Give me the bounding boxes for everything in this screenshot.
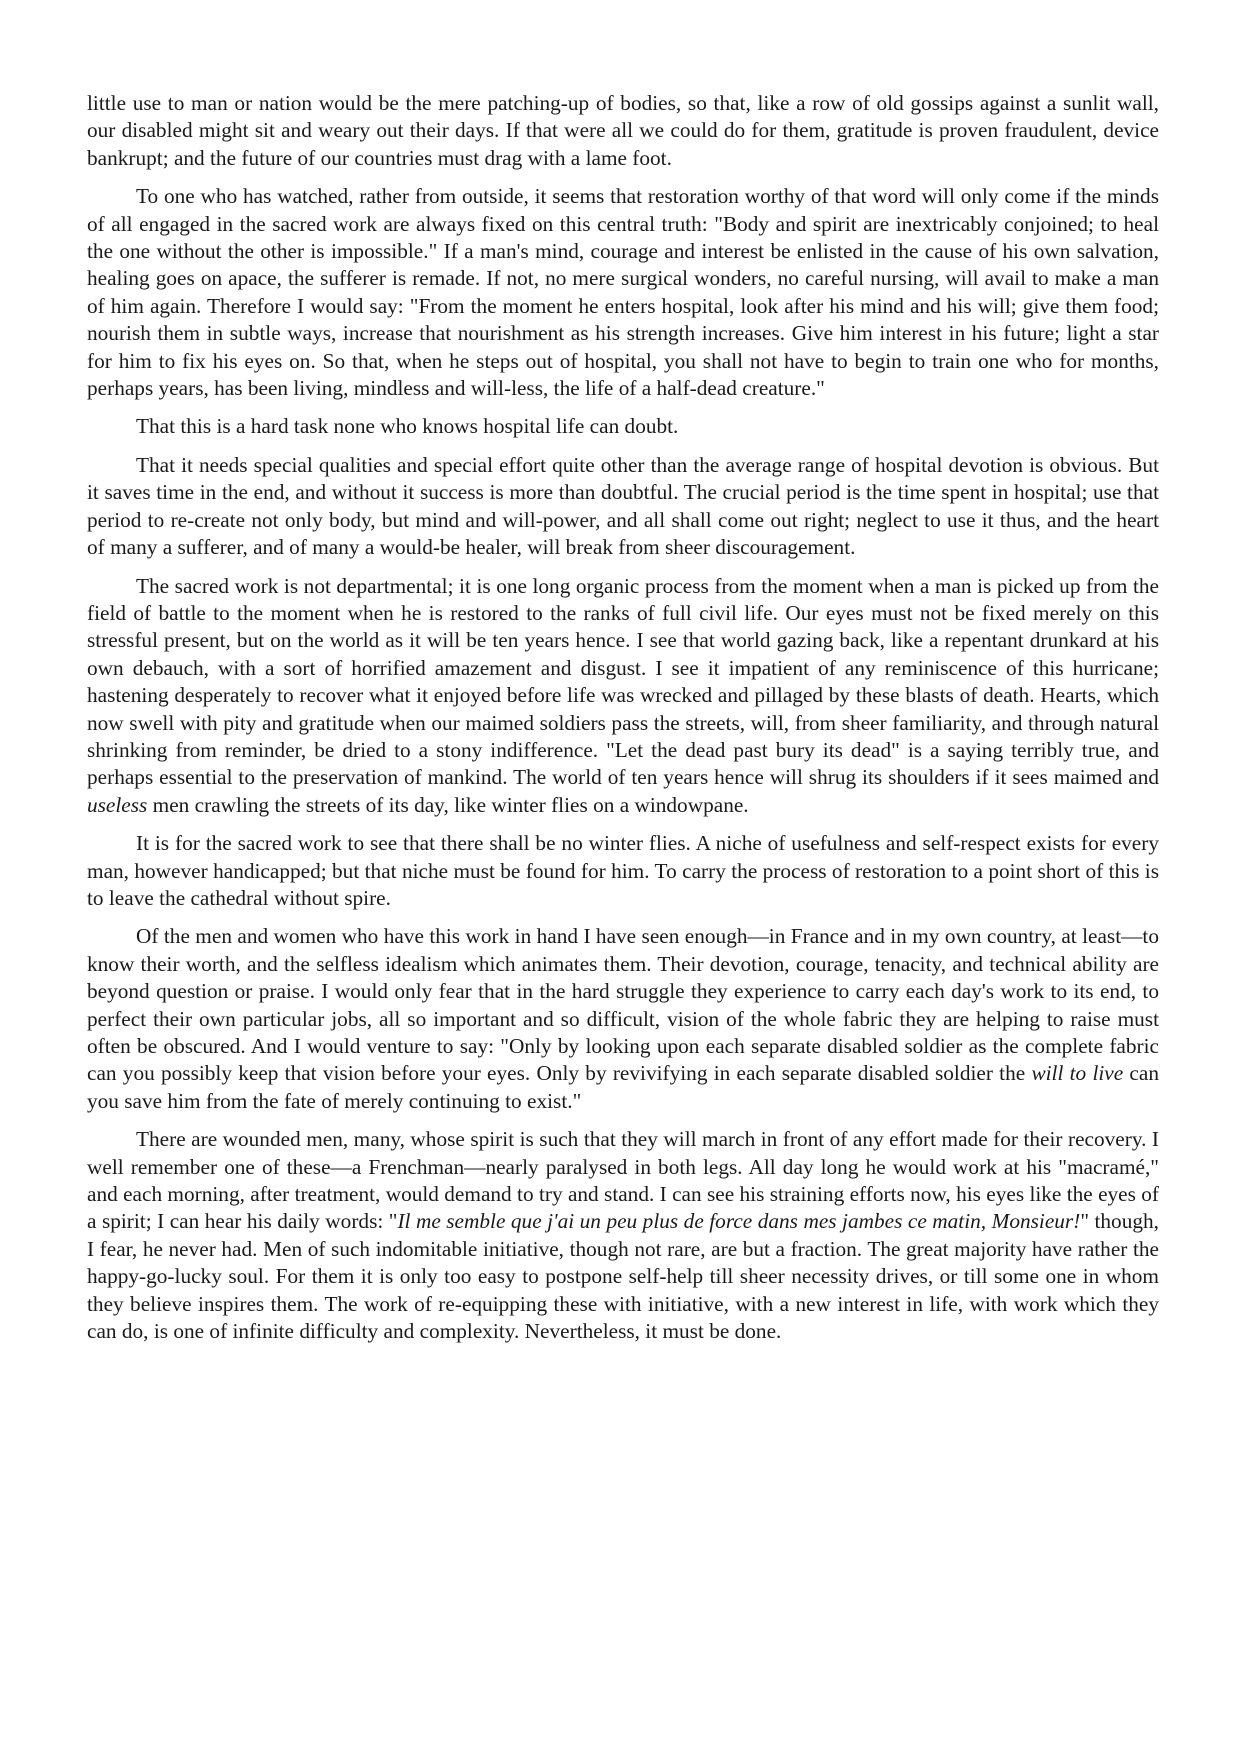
text-run: can you save him from the fate of merely continuing to exist." bbox=[87, 1061, 1159, 1113]
text-run: little use to man or nation would be the mere patching-up of bodies, so that, like a row of old gossips against a sunlit wall, our disabled might sit and weary out their days. If that were all we could do for them, gratitude is proven fraudulent, device bankrupt; and the future of our countries must drag with a lame foot. bbox=[87, 91, 1159, 170]
paragraph-7 bbox=[87, 923, 1159, 1115]
paragraph-3 bbox=[87, 413, 1159, 440]
text-run: That it needs special qualities and special effort quite other than the average range of hospital devotion is obvious. But it saves time in the end, and without it success is more than doubtful. The crucial period is the time spent in hospital; use that period to re-create not only body, but mind and will-power, and all shall come out right; neglect to use it thus, and the heart of many a sufferer, and of many a would-be healer, will break from sheer discouragement. bbox=[87, 452, 1159, 560]
italic-text: Il me semble que j'ai un peu plus de force dans mes jambes ce matin, Monsieur! bbox=[397, 1209, 1081, 1234]
text-run: men crawling the streets of its day, like winter flies on a windowpane. bbox=[147, 792, 749, 817]
text-run: There are wounded men, many, whose spirit is such that they will march in front of any effort made for their recovery. I well remember one of these—a Frenchman—nearly paralysed in both legs. All day long he would work at his "macramé," and each morning, after treatment, would demand to try and stand. I can see his straining efforts now, his eyes like the eyes of a spirit; I can hear his daily words: " bbox=[87, 1127, 1159, 1234]
text-run: To one who has watched, rather from outside, it seems that restoration worthy of that word will only come if the minds of all engaged in the sacred work are always fixed on this central truth: "Body and spirit are inextricably conjoined; to heal the one without the other is impossible." If a man's mind, courage and interest be enlisted in the cause of his own salvation, healing goes on apace, the sufferer is remade. If not, no mere surgical wonders, no careful nursing, will avail to make a man of him again. Therefore I would say: "From the moment he enters hospital, look after his mind and his will; give them food; nourish them in subtle ways, increase that nourishment as his strength increases. Give him interest in his future; light a star for him to fix his eyes on. So that, when he steps out of hospital, you shall not have to begin to train one who for months, perhaps years, has been living, mindless and will-less, the life of a half-dead creature." bbox=[87, 184, 1159, 401]
text-run: That this is a hard task none who knows hospital life can doubt. bbox=[136, 414, 679, 439]
text-run: The sacred work is not departmental; it is one long organic process from the moment when a man is picked up from the field of battle to the moment when he is restored to the ranks of full civil life. Our eyes must not be fixed merely on this stressful present, but on the world as it will be ten years hence. I see that world gazing back, like a repentant drunkard at his own debauch, with a sort of horrified amazement and disgust. I see it impatient of any reminiscence of this hurricane; hastening desperately to recover what it enjoyed before life was wrecked and pillaged by these blasts of death. Hearts, which now swell with pity and gratitude when our maimed soldiers pass the streets, will, from sheer familiarity, and through natural shrinking from reminder, be dried to a stony indifference. "Let the dead past bury its dead" is a saying terribly true, and perhaps essential to the preservation of mankind. The world of ten years hence will shrug its shoulders if it sees maimed and bbox=[87, 573, 1159, 790]
paragraph-5 bbox=[87, 573, 1159, 820]
paragraph-1 bbox=[87, 90, 1159, 172]
paragraph-8 bbox=[87, 1126, 1159, 1345]
paragraph-4 bbox=[87, 452, 1159, 562]
text-run: " though, I fear, he never had. Men of such indomitable initiative, though not rare, are but a fraction. The great majority have rather the happy-go-lucky soul. For them it is only too easy to postpone self-help till sheer necessity drives, or till some one in whom they believe inspires them. The work of re-equipping these with initiative, with a new interest in life, with work which they can do, is one of infinite difficulty and complexity. Nevertheless, it must be done. bbox=[87, 1209, 1159, 1344]
text-run: It is for the sacred work to see that there shall be no winter flies. A niche of usefulness and self-respect exists for every man, however handicapped; but that niche must be found for him. To carry the process of restoration to a point short of this is to leave the cathedral without spire. bbox=[87, 831, 1159, 910]
paragraph-6 bbox=[87, 830, 1159, 912]
text-run: Of the men and women who have this work in hand I have seen enough—in France and in my own country, at least—to know their worth, and the selfless idealism which animates them. Their devotion, courage, tenacity, and technical ability are beyond question or praise. I would only fear that in the hard struggle they experience to carry each day's work to its end, to perfect their own particular jobs, all so important and so difficult, vision of the whole fabric they are helping to raise must often be obscured. And I would venture to say: "Only by looking upon each separate disabled soldier as the complete fabric can you possibly keep that vision before your eyes. Only by revivifying in each separate disabled soldier the bbox=[87, 924, 1159, 1086]
document-page bbox=[87, 90, 1159, 1356]
italic-text: useless bbox=[87, 792, 148, 817]
paragraph-2 bbox=[87, 183, 1159, 402]
italic-text: will to live bbox=[1031, 1061, 1124, 1086]
